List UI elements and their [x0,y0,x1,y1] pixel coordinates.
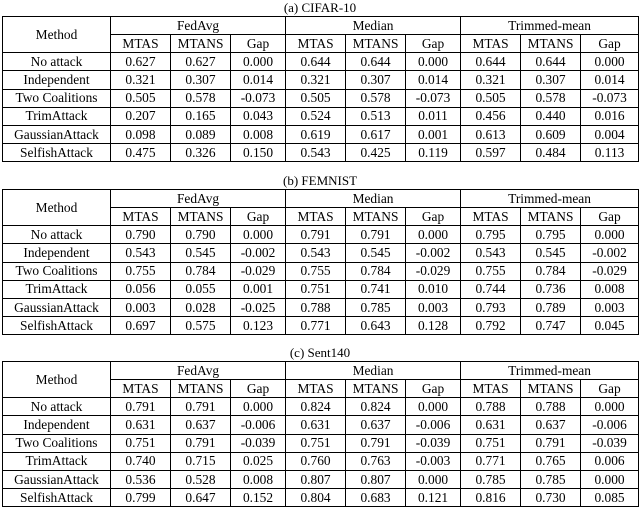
method-cell: GaussianAttack [3,470,111,488]
method-cell: Independent [3,244,111,262]
method-cell: GaussianAttack [3,125,111,143]
metric-header: MTANS [521,35,581,53]
value-cell: 0.627 [171,53,231,71]
value-cell: 0.543 [111,244,171,262]
value-cell: 0.008 [231,125,286,143]
value-cell: 0.056 [111,280,171,298]
value-cell: -0.002 [231,244,286,262]
value-cell: 0.627 [111,53,171,71]
metric-header: MTANS [521,380,581,398]
group-header: Median [286,17,461,35]
method-cell: SelfishAttack [3,144,111,162]
value-cell: 0.763 [346,452,406,470]
value-cell: -0.073 [406,89,461,107]
metric-header: MTANS [171,208,231,226]
value-cell: 0.528 [171,470,231,488]
metric-header: MTAS [111,380,171,398]
value-cell: 0.740 [111,452,171,470]
metric-header: Gap [581,380,639,398]
value-cell: 0.751 [461,434,521,452]
value-cell: 0.791 [111,398,171,416]
value-cell: 0.008 [231,470,286,488]
value-cell: 0.788 [461,398,521,416]
value-cell: 0.098 [111,125,171,143]
value-cell: 0.000 [231,226,286,244]
method-cell: SelfishAttack [3,489,111,507]
value-cell: 0.000 [406,398,461,416]
method-cell: TrimAttack [3,452,111,470]
metric-header: MTAS [111,208,171,226]
method-cell: Two Coalitions [3,262,111,280]
method-cell: No attack [3,226,111,244]
value-cell: -0.073 [231,89,286,107]
value-cell: 0.505 [461,89,521,107]
metric-header: MTANS [171,35,231,53]
table-row [3,434,639,452]
value-cell: 0.791 [521,434,581,452]
value-cell: 0.578 [171,89,231,107]
value-cell: 0.785 [346,298,406,316]
value-cell: 0.790 [171,226,231,244]
value-cell: 0.307 [171,71,231,89]
value-cell: 0.505 [286,89,346,107]
value-cell: 0.543 [286,144,346,162]
value-cell: 0.799 [111,489,171,507]
value-cell: 0.513 [346,107,406,125]
metric-header: MTANS [346,35,406,53]
table-caption: (c) Sent140 [289,345,351,360]
value-cell: 0.014 [231,71,286,89]
metric-header: MTAS [461,380,521,398]
value-cell: 0.000 [231,53,286,71]
value-cell: -0.039 [406,434,461,452]
value-cell: 0.751 [286,434,346,452]
value-cell: 0.824 [286,398,346,416]
method-header: Method [3,190,111,226]
group-header: FedAvg [111,17,286,35]
value-cell: 0.165 [171,107,231,125]
value-cell: 0.545 [346,244,406,262]
value-cell: 0.755 [111,262,171,280]
value-cell: 0.609 [521,125,581,143]
table-row [3,89,639,107]
value-cell: 0.791 [346,434,406,452]
value-cell: 0.792 [461,317,521,335]
table-row [3,125,639,143]
value-cell: 0.617 [346,125,406,143]
value-cell: 0.000 [406,470,461,488]
group-header: Trimmed-mean [461,190,639,208]
metric-header: Gap [406,208,461,226]
method-cell: No attack [3,53,111,71]
value-cell: 0.123 [231,317,286,335]
value-cell: -0.039 [581,434,639,452]
value-cell: 0.788 [521,398,581,416]
value-cell: 0.730 [521,489,581,507]
value-cell: -0.006 [406,416,461,434]
value-cell: 0.000 [581,53,639,71]
value-cell: 0.085 [581,489,639,507]
results-table [2,189,639,335]
value-cell: 0.644 [521,53,581,71]
group-header: Trimmed-mean [461,362,639,380]
value-cell: 0.816 [461,489,521,507]
metric-header: Gap [581,35,639,53]
value-cell: 0.637 [171,416,231,434]
table-block-cifar10 [0,0,640,162]
value-cell: 0.765 [521,452,581,470]
value-cell: 0.119 [406,144,461,162]
value-cell: 0.793 [461,298,521,316]
value-cell: 0.128 [406,317,461,335]
value-cell: 0.736 [521,280,581,298]
value-cell: 0.000 [406,226,461,244]
value-cell: 0.785 [461,470,521,488]
value-cell: 0.643 [346,317,406,335]
metric-header: Gap [231,380,286,398]
value-cell: 0.524 [286,107,346,125]
value-cell: 0.014 [406,71,461,89]
value-cell: 0.795 [521,226,581,244]
table-row [3,280,639,298]
value-cell: 0.000 [581,226,639,244]
header-row-groups [3,362,639,380]
table-row [3,71,639,89]
value-cell: 0.543 [461,244,521,262]
value-cell: 0.425 [346,144,406,162]
value-cell: 0.043 [231,107,286,125]
table-caption: (a) CIFAR-10 [283,0,357,15]
value-cell: 0.045 [581,317,639,335]
value-cell: 0.697 [111,317,171,335]
value-cell: 0.484 [521,144,581,162]
method-header: Method [3,17,111,53]
value-cell: 0.647 [171,489,231,507]
value-cell: 0.575 [171,317,231,335]
method-cell: No attack [3,398,111,416]
value-cell: 0.321 [111,71,171,89]
value-cell: 0.637 [346,416,406,434]
metric-header: MTAS [286,380,346,398]
value-cell: -0.039 [231,434,286,452]
value-cell: 0.545 [171,244,231,262]
table-row [3,244,639,262]
value-cell: 0.578 [521,89,581,107]
value-cell: 0.755 [461,262,521,280]
table-row [3,298,639,316]
value-cell: 0.631 [111,416,171,434]
value-cell: 0.016 [581,107,639,125]
value-cell: 0.440 [521,107,581,125]
method-cell: Independent [3,71,111,89]
metric-header: Gap [406,35,461,53]
value-cell: 0.505 [111,89,171,107]
value-cell: 0.014 [581,71,639,89]
group-header: FedAvg [111,190,286,208]
metric-header: Gap [231,35,286,53]
value-cell: 0.321 [286,71,346,89]
value-cell: 0.150 [231,144,286,162]
value-cell: -0.003 [406,452,461,470]
results-table [2,361,639,507]
value-cell: -0.002 [406,244,461,262]
group-header: Median [286,362,461,380]
metric-header: MTAS [286,208,346,226]
value-cell: 0.597 [461,144,521,162]
header-row-groups [3,17,639,35]
value-cell: 0.004 [581,125,639,143]
header-row-groups [3,190,639,208]
value-cell: 0.644 [461,53,521,71]
value-cell: 0.804 [286,489,346,507]
value-cell: 0.008 [581,280,639,298]
value-cell: 0.003 [581,298,639,316]
value-cell: 0.790 [111,226,171,244]
table-row [3,144,639,162]
value-cell: 0.307 [521,71,581,89]
value-cell: 0.771 [461,452,521,470]
method-header: Method [3,362,111,398]
method-cell: Two Coalitions [3,434,111,452]
value-cell: -0.025 [231,298,286,316]
method-cell: GaussianAttack [3,298,111,316]
value-cell: 0.683 [346,489,406,507]
value-cell: 0.619 [286,125,346,143]
group-header: Median [286,190,461,208]
value-cell: 0.791 [346,226,406,244]
value-cell: 0.784 [346,262,406,280]
table-block-sent140 [0,345,640,507]
value-cell: 0.152 [231,489,286,507]
value-cell: 0.751 [286,280,346,298]
metric-header: Gap [231,208,286,226]
table-row [3,452,639,470]
value-cell: -0.002 [581,244,639,262]
value-cell: 0.055 [171,280,231,298]
value-cell: 0.006 [581,452,639,470]
value-cell: 0.807 [286,470,346,488]
value-cell: 0.791 [171,434,231,452]
value-cell: -0.029 [231,262,286,280]
value-cell: 0.715 [171,452,231,470]
value-cell: 0.578 [346,89,406,107]
value-cell: 0.113 [581,144,639,162]
value-cell: -0.029 [406,262,461,280]
group-header: Trimmed-mean [461,17,639,35]
value-cell: 0.545 [521,244,581,262]
table-row [3,53,639,71]
value-cell: 0.631 [461,416,521,434]
value-cell: 0.000 [406,53,461,71]
value-cell: 0.747 [521,317,581,335]
value-cell: 0.755 [286,262,346,280]
method-cell: Two Coalitions [3,89,111,107]
table-row [3,398,639,416]
table-block-femnist [0,173,640,335]
value-cell: 0.644 [346,53,406,71]
value-cell: 0.795 [461,226,521,244]
value-cell: 0.788 [286,298,346,316]
metric-header: MTANS [346,208,406,226]
value-cell: 0.543 [286,244,346,262]
metric-header: Gap [406,380,461,398]
value-cell: 0.784 [521,262,581,280]
value-cell: 0.789 [521,298,581,316]
value-cell: 0.307 [346,71,406,89]
table-row [3,489,639,507]
value-cell: 0.089 [171,125,231,143]
value-cell: 0.637 [521,416,581,434]
metric-header: Gap [581,208,639,226]
value-cell: 0.010 [406,280,461,298]
method-cell: TrimAttack [3,280,111,298]
table-row [3,226,639,244]
value-cell: 0.003 [111,298,171,316]
table-row [3,107,639,125]
value-cell: 0.751 [111,434,171,452]
value-cell: 0.000 [581,470,639,488]
value-cell: 0.000 [581,398,639,416]
value-cell: 0.824 [346,398,406,416]
method-cell: SelfishAttack [3,317,111,335]
value-cell: 0.000 [231,398,286,416]
metric-header: MTANS [521,208,581,226]
value-cell: 0.028 [171,298,231,316]
metric-header: MTANS [346,380,406,398]
table-row [3,416,639,434]
table-row [3,470,639,488]
method-cell: Independent [3,416,111,434]
value-cell: 0.207 [111,107,171,125]
value-cell: -0.029 [581,262,639,280]
value-cell: 0.326 [171,144,231,162]
value-cell: -0.006 [231,416,286,434]
value-cell: 0.631 [286,416,346,434]
group-header: FedAvg [111,362,286,380]
value-cell: 0.001 [231,280,286,298]
value-cell: 0.536 [111,470,171,488]
value-cell: 0.001 [406,125,461,143]
metric-header: MTAS [461,35,521,53]
metric-header: MTAS [286,35,346,53]
metric-header: MTANS [171,380,231,398]
value-cell: 0.785 [521,470,581,488]
value-cell: -0.073 [581,89,639,107]
results-table [2,16,639,162]
metric-header: MTAS [111,35,171,53]
table-row [3,262,639,280]
value-cell: 0.025 [231,452,286,470]
value-cell: 0.741 [346,280,406,298]
value-cell: 0.321 [461,71,521,89]
value-cell: 0.003 [406,298,461,316]
value-cell: 0.456 [461,107,521,125]
value-cell: -0.006 [581,416,639,434]
value-cell: 0.744 [461,280,521,298]
value-cell: 0.121 [406,489,461,507]
value-cell: 0.613 [461,125,521,143]
value-cell: 0.791 [286,226,346,244]
table-caption: (b) FEMNIST [282,173,358,188]
value-cell: 0.784 [171,262,231,280]
value-cell: 0.791 [171,398,231,416]
value-cell: 0.760 [286,452,346,470]
value-cell: 0.475 [111,144,171,162]
method-cell: TrimAttack [3,107,111,125]
table-row [3,317,639,335]
value-cell: 0.771 [286,317,346,335]
value-cell: 0.807 [346,470,406,488]
metric-header: MTAS [461,208,521,226]
value-cell: 0.011 [406,107,461,125]
value-cell: 0.644 [286,53,346,71]
